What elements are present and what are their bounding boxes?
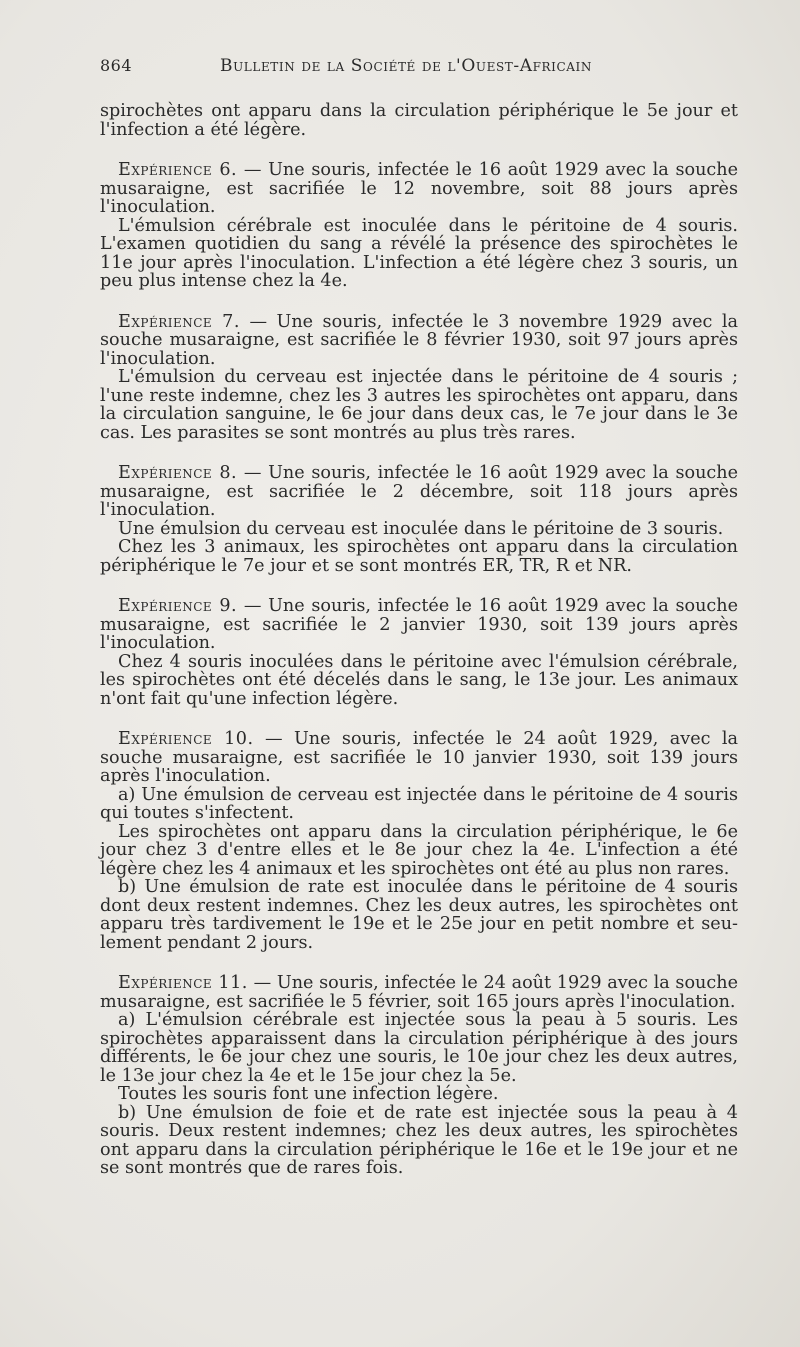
body-paragraph: Une émulsion du cerveau est inoculée dans le péritoine de 3 souris. <box>118 518 724 539</box>
document-body <box>100 102 738 1178</box>
body-paragraph: Les spirochètes ont apparu dans la circulation périphérique, le 6e jour chez 3 d'entre elles et le 8e jour chez la 4e. L'infection a été légère chez les 4 animaux et les spirochètes ont été au plus non rares. <box>100 821 738 879</box>
experiment-text: — Une souris, infectée le 24 août 1929, avec la souche musaraigne, est sacrifiée le 10 janvier 1930, soit 139 jours après l'inoculation. <box>100 729 738 786</box>
body-paragraph: a) Une émulsion de cerveau est injectée dans le péritoine de 4 souris qui toutes s'infectent. <box>100 784 738 823</box>
experiment-text: — Une souris, infectée le 16 août 1929 avec la souche musaraigne, est sacrifiée le 2 janvier 1930, soit 139 jours après l'inoculation. <box>100 596 738 653</box>
body-paragraph: Toutes les souris font une infection légère. <box>118 1084 499 1104</box>
experiment-text: — Une souris, infectée le 16 août 1929 avec la souche musaraigne, est sacrifiée le 12 novembre, soit 88 jours après l'inoculation. <box>100 160 738 217</box>
body-paragraph: a) L'émulsion cérébrale est injectée sous la peau à 5 souris. Les spirochètes apparaissent dans la circulation périphérique à des jours différents, le 6e jour chez une souris, le 10e jour chez les deux autres, le 13e jour chez la 4e et le 15e jour chez la 5e. <box>100 1010 738 1086</box>
body-paragraph: L'émulsion cérébrale est inoculée dans le péritoine de 4 souris. L'examen quotidien du sang a révélé la présence des spirochètes le 11e jour après l'inoculation. L'infection a été légère chez 3 souris, un peu plus intense chez la 4e. <box>100 215 738 291</box>
experiment-title: Expérience 9. <box>118 596 238 616</box>
experiment-title: Expérience 8. <box>118 463 238 483</box>
experiment-title: Expérience 11. <box>118 973 248 993</box>
body-paragraph: Chez les 3 animaux, les spirochètes ont apparu dans la circulation périphérique le 7e jour et se sont montrés ER, TR, R et NR. <box>100 537 738 576</box>
experiment-paragraph <box>100 161 738 217</box>
experiment-title: Expérience 7. <box>118 311 240 332</box>
body-paragraph: b) Une émulsion de rate est inoculée dans le péritoine de 4 souris dont deux restent indemnes. Chez les deux autres, les spirochètes ont apparu très tardivement le 19e et le 25e jour en petit nombre et seu-lement pendant 2 jours. <box>100 877 738 953</box>
body-paragraph: Chez 4 souris inoculées dans le péritoine avec l'émulsion cérébrale, les spirochètes ont été décelés dans le sang, le 13e jour. Les animaux n'ont fait qu'une infection légère. <box>100 651 738 709</box>
body-paragraph: L'émulsion du cerveau est injectée dans le péritoine de 4 souris ; l'une reste indemne, chez les 3 autres les spirochètes ont apparu, dans la circulation sanguine, le 6e jour dans deux cas, le 7e jour dans le 3e cas. Les parasites se sont montrés au plus très rares. <box>100 367 738 443</box>
continued-paragraph: spirochètes ont apparu dans la circulation périphérique le 5e jour et l'infection a été légère. <box>100 101 738 140</box>
experiment-paragraph <box>100 730 738 786</box>
experiment-title: Expérience 10. <box>118 729 254 749</box>
experiment-text: — Une souris, infectée le 16 août 1929 avec la souche musaraigne, est sacrifiée le 2 décembre, soit 118 jours après l'inoculation. <box>100 463 738 520</box>
experiment-paragraph <box>100 974 738 1011</box>
experiment-paragraph <box>100 597 738 653</box>
experiment-paragraph <box>100 313 738 369</box>
experiment-paragraph <box>100 464 738 520</box>
experiment-title: Expérience 6. <box>118 160 238 180</box>
running-title: Bulletin de la Société de l'Ouest-Africain <box>220 56 592 76</box>
body-paragraph: b) Une émulsion de foie et de rate est injectée sous la peau à 4 souris. Deux restent indemnes; chez les deux autres, les spirochètes ont apparu dans la circulation périphérique le 16e et le 19e jour et ne se sont montrés que de rares fois. <box>100 1102 738 1178</box>
page-header <box>100 56 738 76</box>
page-number: 864 <box>100 56 133 75</box>
experiment-text: — Une souris, infectée le 24 août 1929 avec la souche musaraigne, est sacrifiée le 5 février, soit 165 jours après l'inoculation. <box>100 973 738 1012</box>
experiment-text: — Une souris, infectée le 3 novembre 1929 avec la souche musaraigne, est sacrifiée le 8 février 1930, soit 97 jours après l'inoculation. <box>100 311 738 369</box>
